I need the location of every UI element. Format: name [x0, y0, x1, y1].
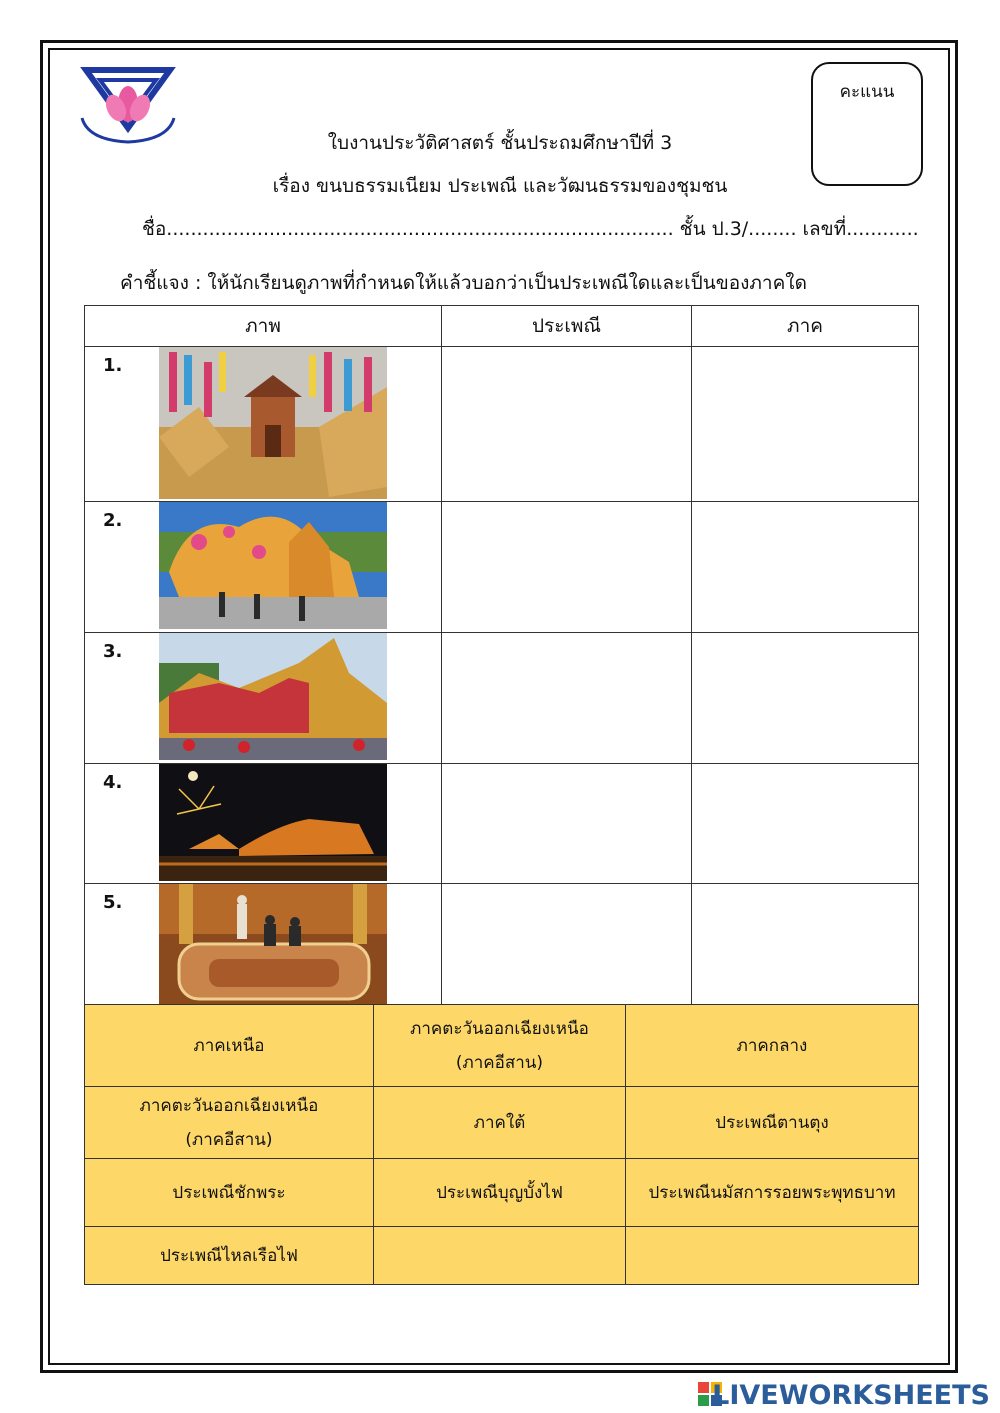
word-bank-label: ภาคตะวันออกเฉียงเหนือ (ภาคอีสาน) — [139, 1095, 319, 1150]
word-bank-empty — [374, 1227, 626, 1285]
word-bank-item[interactable] — [85, 1005, 374, 1087]
tradition-answer-cell[interactable] — [442, 884, 692, 1005]
tradition-answer-cell[interactable] — [442, 633, 692, 764]
picture-cell — [85, 884, 442, 1005]
tradition-answer-cell[interactable] — [442, 764, 692, 884]
word-bank-label: ประเพณีตานตุง — [715, 1112, 829, 1133]
region-answer-cell[interactable] — [692, 347, 919, 502]
word-bank-item[interactable] — [626, 1159, 919, 1227]
word-bank-item[interactable] — [374, 1087, 626, 1159]
row-number: 2. — [103, 510, 123, 531]
word-bank-label: ประเพณีชักพระ — [172, 1182, 286, 1203]
picture-cell — [85, 764, 442, 884]
instruction-text: คำชี้แจง : ให้นักเรียนดูภาพที่กำหนดให้แล้วบอกว่าเป็นประเพณีใดและเป็นของภาคใด — [120, 272, 807, 294]
tradition-answer-cell[interactable] — [442, 347, 692, 502]
picture-cell — [85, 633, 442, 764]
row-number: 5. — [103, 892, 123, 913]
word-bank-label: ประเพณีนมัสการรอยพระพุทธบาท — [648, 1182, 896, 1203]
word-bank-label: ภาคกลาง — [736, 1035, 808, 1056]
worksheet-subtitle: เรื่อง ขนบธรรมเนียม ประเพณี และวัฒนธรรมของชุมชน — [272, 175, 728, 197]
word-bank-item[interactable] — [85, 1087, 374, 1159]
word-bank-label: ภาคตะวันออกเฉียงเหนือ (ภาคอีสาน) — [410, 1018, 589, 1073]
row-number: 3. — [103, 641, 123, 662]
header-picture: ภาพ — [85, 306, 442, 347]
answer-table — [84, 305, 919, 1005]
word-bank-label: ประเพณีไหลเรือไฟ — [160, 1245, 298, 1266]
worksheet-title: ใบงานประวัติศาสตร์ ชั้นประถมศึกษาปีที่ 3 — [327, 132, 673, 154]
word-bank-table — [84, 1004, 919, 1285]
region-answer-cell[interactable] — [692, 764, 919, 884]
picture-cell — [85, 502, 442, 633]
buddha-footprint-shrine-photo — [159, 884, 387, 1004]
word-bank-label: ประเพณีบุญบั้งไฟ — [436, 1182, 563, 1203]
student-info-line: ชื่อ.................................................................................... ชั้น ป.3/........ เลขที่............ — [142, 218, 919, 240]
candle-float-photo — [159, 633, 387, 760]
liveworksheets-brand: LIVEWORKSHEETS — [712, 1380, 990, 1411]
row-number: 4. — [103, 772, 123, 793]
word-bank-item[interactable] — [374, 1005, 626, 1087]
word-bank-item[interactable] — [374, 1159, 626, 1227]
word-bank-item[interactable] — [626, 1087, 919, 1159]
header-region: ภาค — [692, 306, 919, 347]
word-bank-item[interactable] — [626, 1005, 919, 1087]
illuminated-boats-fireworks-photo — [159, 764, 387, 881]
parade-float-photo — [159, 502, 387, 629]
picture-cell — [85, 347, 442, 502]
word-bank-item[interactable] — [85, 1159, 374, 1227]
region-answer-cell[interactable] — [692, 502, 919, 633]
row-number: 1. — [103, 355, 123, 376]
region-answer-cell[interactable] — [692, 884, 919, 1005]
word-bank-empty — [626, 1227, 919, 1285]
score-box — [811, 62, 923, 186]
tung-flags-temple-photo — [159, 347, 387, 499]
word-bank-label: ภาคใต้ — [473, 1112, 526, 1133]
region-answer-cell[interactable] — [692, 633, 919, 764]
word-bank-label: ภาคเหนือ — [193, 1035, 265, 1056]
header-tradition: ประเพณี — [442, 306, 692, 347]
score-label: คะแนน — [839, 82, 895, 102]
tradition-answer-cell[interactable] — [442, 502, 692, 633]
word-bank-item[interactable] — [85, 1227, 374, 1285]
